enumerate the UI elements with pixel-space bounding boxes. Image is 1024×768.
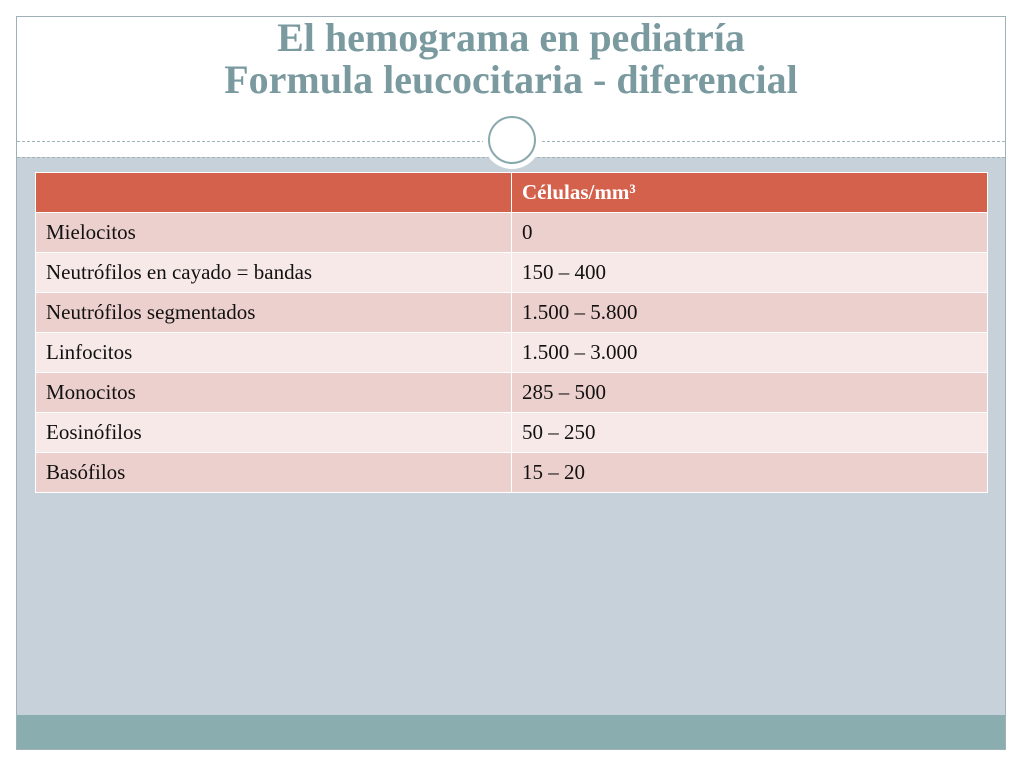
cell-type: Neutrófilos segmentados [36,293,512,333]
header-cell-empty [36,173,512,213]
cell-type: Monocitos [36,373,512,413]
header-cell-cells: Células/mm³ [512,173,988,213]
title-line-2: Formula leucocitaria - diferencial [224,57,798,102]
slide-title [17,17,1005,101]
cell-value: 150 – 400 [512,253,988,293]
cell-value: 1.500 – 5.800 [512,293,988,333]
cell-value: 285 – 500 [512,373,988,413]
cell-type: Eosinófilos [36,413,512,453]
cell-value: 1.500 – 3.000 [512,333,988,373]
table-header-row [36,173,988,213]
decorative-circle [483,111,541,169]
cell-type: Basófilos [36,453,512,493]
cell-value: 0 [512,213,988,253]
leukocyte-table [35,172,988,493]
title-line-1: El hemograma en pediatría [277,16,745,60]
table-row [36,453,988,493]
table-row [36,293,988,333]
slide-frame [16,16,1006,750]
cell-value: 15 – 20 [512,453,988,493]
cell-type: Linfocitos [36,333,512,373]
table-row [36,213,988,253]
footer-bar [17,715,1005,749]
table-row [36,373,988,413]
decorative-circle-ring [488,116,536,164]
table-row [36,253,988,293]
cell-type: Neutrófilos en cayado = bandas [36,253,512,293]
cell-value: 50 – 250 [512,413,988,453]
cell-type: Mielocitos [36,213,512,253]
table-row [36,413,988,453]
table-row [36,333,988,373]
